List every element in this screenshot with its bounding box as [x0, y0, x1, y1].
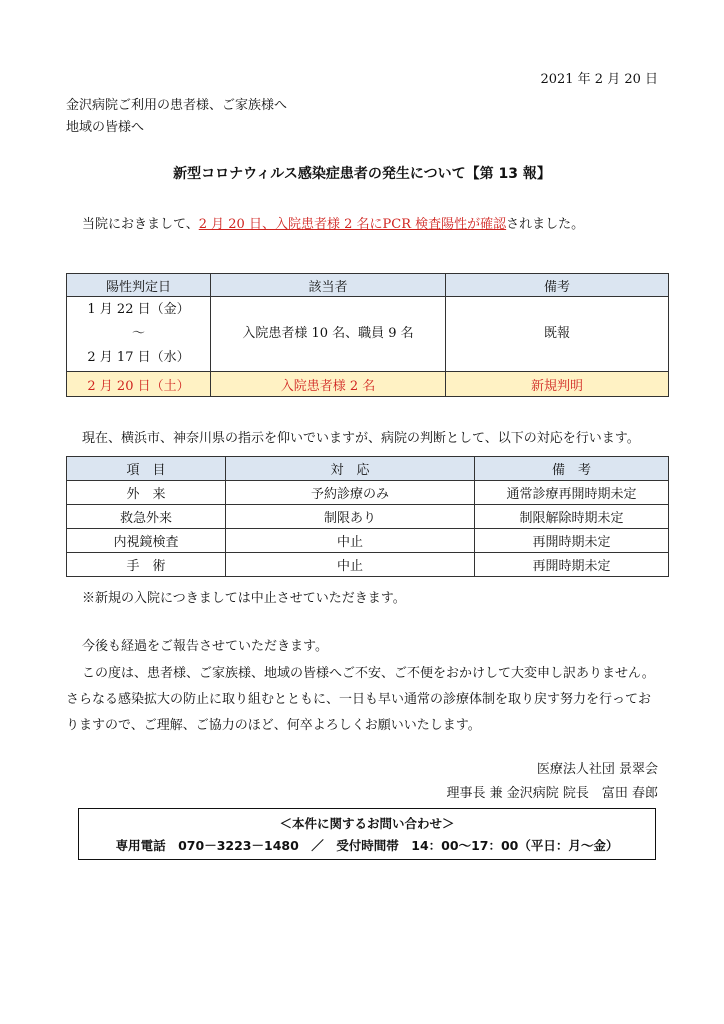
col-header-date: 陽性判定日: [67, 274, 211, 297]
date-tilde: ～: [131, 326, 145, 341]
persons-cell: 入院患者様 2 名: [211, 372, 446, 397]
table-row: [67, 372, 669, 397]
signature-org: 医療法人社団 景翠会: [536, 762, 658, 777]
response-intro: 現在、横浜市、神奈川県の指示を仰いでいますが、病院の判断として、以下の対応を行います。: [82, 431, 640, 446]
remarks-cell: 通常診療再開時期未定: [475, 481, 669, 505]
response-table: [66, 456, 669, 577]
date-range-cell: [67, 297, 211, 372]
col-header-response: 対 応: [226, 457, 475, 481]
lead-highlight-pcr: PCR 検査陽性が確認: [382, 217, 507, 232]
table-row: [67, 553, 669, 577]
response-cell: 予約診療のみ: [226, 481, 475, 505]
addressee-patients: 金沢病院ご利用の患者様、ご家族様へ: [66, 98, 288, 113]
remarks-cell: 制限解除時期未定: [475, 505, 669, 529]
body-paragraph-2: この度は、患者様、ご家族様、地域の皆様へご不安、ご不便をおかけして大変申し訳ありません。さらなる感染拡大の防止に取り組むとともに、一日も早い通常の診療体制を取り戻す努力を行っておりますので、ご理解、ご協力のほど、何卒よろしくお願いいたします。: [66, 666, 655, 733]
response-cell: 制限あり: [226, 505, 475, 529]
addressee-community: 地域の皆様へ: [66, 120, 145, 135]
remarks-cell: 再開時期未定: [475, 553, 669, 577]
col-header-note: 備考: [446, 274, 669, 297]
positive-cases-table: [66, 273, 669, 397]
document-title: 新型コロナウィルス感染症患者の発生について【第 13 報】: [173, 166, 551, 182]
contact-line: 専用電話 070－3223－1480 ／ 受付時間帯 14：00～17：00（平日：月～金）: [115, 838, 619, 853]
remarks-cell: 再開時期未定: [475, 529, 669, 553]
lead-sentence: [82, 213, 584, 232]
item-cell: 救急外来: [67, 505, 226, 529]
lead-highlight-date: 2 月 20 日、入院患者様 2 名に: [198, 217, 383, 232]
table-row: [67, 297, 669, 372]
date-from: 1 月 22 日（金）: [87, 302, 190, 317]
signature-president: 理事長 兼 金沢病院 院長 富田 春郎: [446, 786, 658, 801]
note-cell: 新規判明: [446, 372, 669, 397]
contact-box: [78, 808, 656, 860]
admission-note: ※新規の入院につきましては中止させていただきます。: [82, 591, 406, 606]
col-header-persons: 該当者: [211, 274, 446, 297]
table-row: [67, 529, 669, 553]
body-paragraph-1: 今後も経過をご報告させていただきます。: [82, 639, 328, 654]
date-to: 2 月 17 日（水）: [87, 350, 190, 365]
persons-cell: 入院患者様 10 名、職員 9 名: [211, 297, 446, 372]
note-cell: 既報: [446, 297, 669, 372]
item-cell: 外 来: [67, 481, 226, 505]
col-header-remarks: 備 考: [475, 457, 669, 481]
date-cell: 2 月 20 日（土）: [67, 372, 211, 397]
response-cell: 中止: [226, 529, 475, 553]
table-row: [67, 481, 669, 505]
response-cell: 中止: [226, 553, 475, 577]
item-cell: 手 術: [67, 553, 226, 577]
document-date: 2021 年 2 月 20 日: [540, 72, 658, 87]
col-header-item: 項 目: [67, 457, 226, 481]
lead-post: されました。: [506, 217, 585, 232]
contact-heading: ＜本件に関するお問い合わせ＞: [279, 816, 455, 831]
lead-pre: 当院におきまして、: [82, 217, 199, 232]
table-row: [67, 505, 669, 529]
item-cell: 内視鏡検査: [67, 529, 226, 553]
